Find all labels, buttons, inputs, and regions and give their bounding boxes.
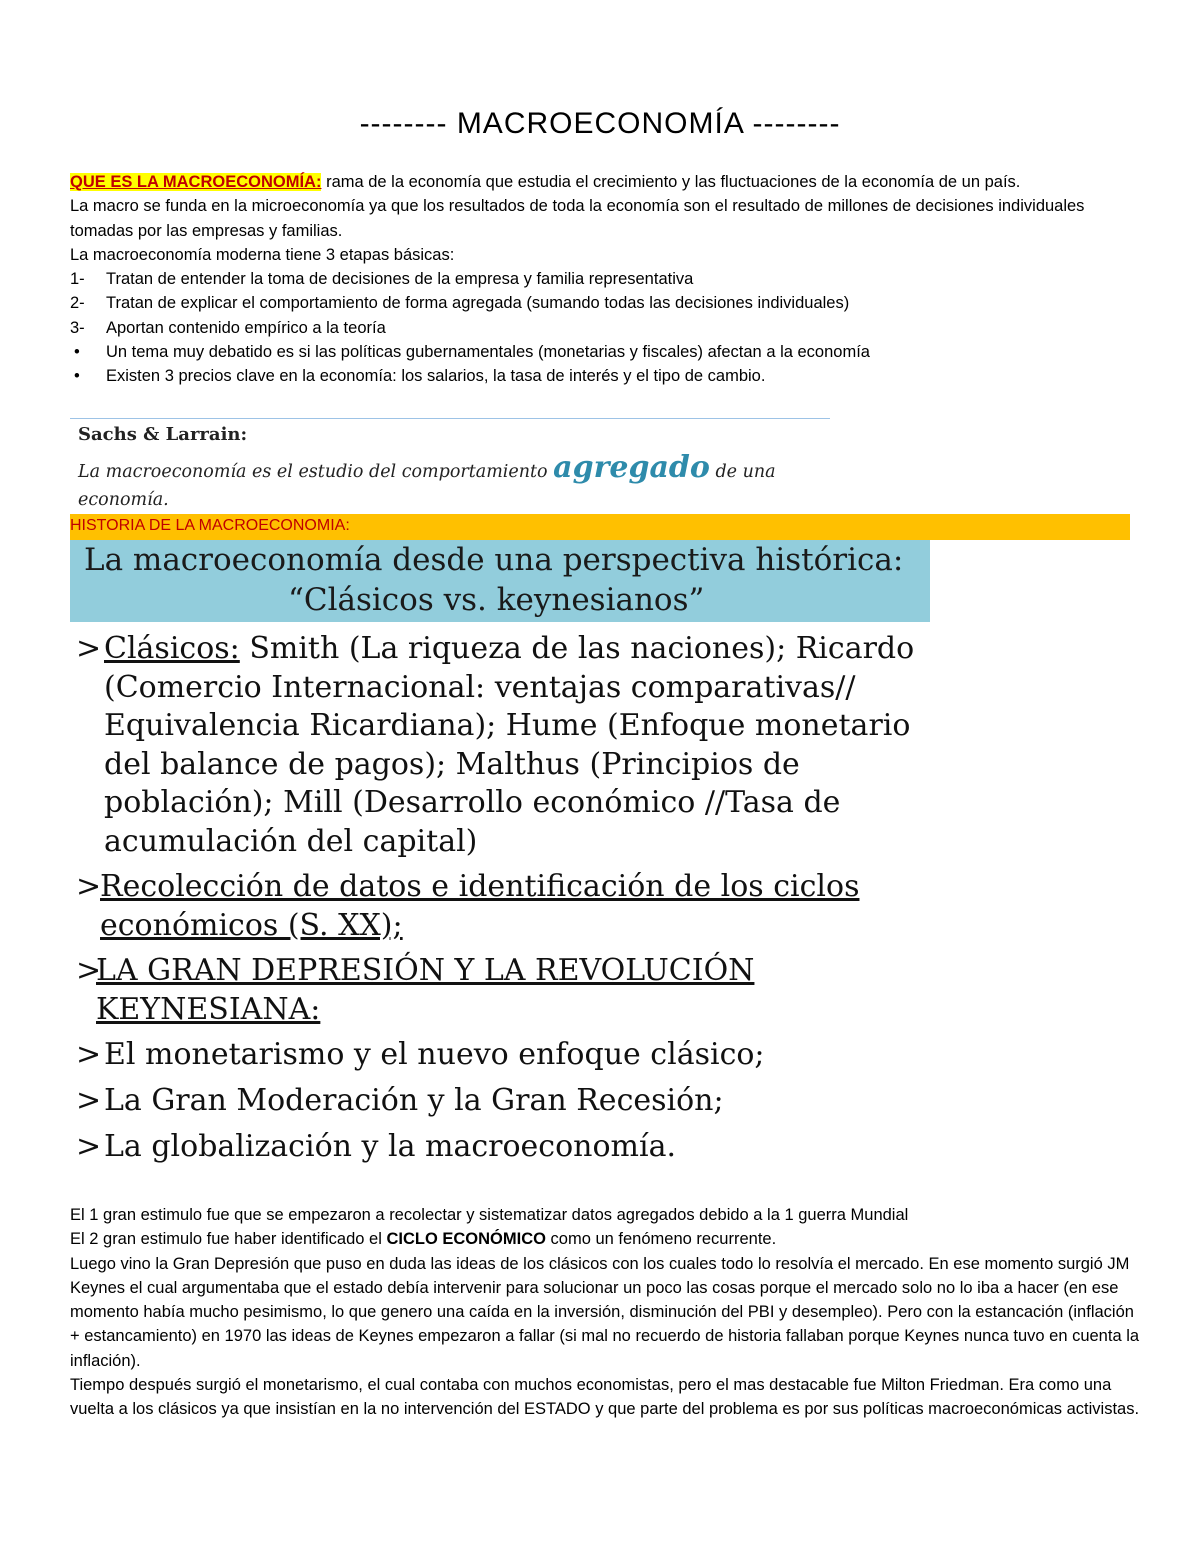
history-item-text: LA GRAN DEPRESIÓN Y LA REVOLUCIÓN KEYNESIANA:	[96, 953, 755, 1027]
arrow-icon: >	[76, 631, 102, 666]
history-banner	[70, 540, 930, 622]
bullet-item	[70, 364, 1140, 388]
arrow-icon: >	[76, 1129, 102, 1164]
question-label: QUE ES LA MACROECONOMÍA:	[70, 173, 322, 191]
quote-text: La macroeconomía es el estudio del comportamiento	[78, 462, 554, 482]
micro-basis-text: La macro se funda en la microeconomía ya que los resultados de toda la economía son el resultado de millones de decisiones individuales tomadas por las empresas y familias.	[70, 197, 1085, 240]
history-item-text: La globalización y la macroeconomía.	[104, 1129, 676, 1164]
stage-text: Aportan contenido empírico a la teoría	[106, 318, 386, 337]
page-title: -------- MACROECONOMÍA --------	[359, 107, 841, 140]
outro-paragraph	[70, 1227, 1140, 1251]
history-label: HISTORIA DE LA MACROECONOMIA:	[70, 517, 350, 534]
quote-text-end: de una economía.	[78, 462, 776, 510]
stage-text: Tratan de explicar el comportamiento de forma agregada (sumando todas las decisiones individuales)	[106, 294, 850, 313]
arrow-icon: >	[76, 869, 102, 904]
stage-marker: 1-	[70, 270, 85, 289]
stage-marker: 3-	[70, 318, 85, 337]
outro-paragraph: El 1 gran estimulo fue que se empezaron a recolectar y sistematizar datos agregados debido a la 1 guerra Mundial	[70, 1206, 909, 1224]
stage-item	[70, 316, 1140, 340]
outro-paragraph: Luego vino la Gran Depresión que puso en duda las ideas de los clásicos con los cuales todo lo resolvía el mercado. En ese momento surgió JM Keynes el cual argumentaba que el estado debía intervenir para solucionar un poco las cosas porque el mercado solo no lo iba a hacer (en ese momento había mucho pesimismo, lo que genero una caída en la inversión, disminución del PBI y desempleo). Pero con la estancación (inflación + estancamiento) en 1970 las ideas de Keynes empezaron a fallar (si mal no recuerdo de historia fallaban porque Keynes nunca tuvo en cuenta la inflación).	[70, 1254, 1140, 1370]
arrow-icon: >	[76, 1083, 102, 1118]
stage-item	[70, 267, 1140, 291]
arrow-icon: >	[76, 1037, 102, 1072]
bullet-text: Un tema muy debatido es si las políticas gubernamentales (monetarias y fiscales) afectan a la economía	[106, 343, 870, 362]
quote-emphasis: agregado	[553, 450, 710, 485]
stage-text: Tratan de entender la toma de decisiones de la empresa y familia representativa	[106, 270, 694, 289]
section-divider	[70, 418, 830, 419]
sachs-title: Sachs & Larrain:	[78, 424, 248, 445]
intro-section	[70, 170, 1140, 389]
sachs-quote	[78, 450, 838, 514]
banner-title: La macroeconomía desde una perspectiva histórica:	[84, 542, 904, 578]
history-item-text: Recolección de datos e identificación de los ciclos económicos (S. XX);	[100, 869, 860, 943]
definition-paragraph	[70, 170, 1140, 194]
history-item-text	[104, 630, 964, 861]
stage-marker: 2-	[70, 294, 85, 313]
outro-section	[70, 1203, 1140, 1422]
bullet-text: Existen 3 precios clave en la economía: los salarios, la tasa de interés y el tipo de cambio.	[106, 367, 766, 386]
bullet-item	[70, 340, 1140, 364]
outro-paragraph: Tiempo después surgió el monetarismo, el cual contaba con muchos economistas, pero el mas destacable fue Milton Friedman. Era como una vuelta a los clásicos ya que insistían en la no intervención del ESTADO y que parte del problema es por sus políticas macroeconómicas activistas.	[70, 1376, 1140, 1419]
definition-text: rama de la economía que estudia el crecimiento y las fluctuaciones de la economía de un país.	[321, 173, 1021, 191]
outro-text: como un fenómeno recurrente.	[545, 1230, 777, 1249]
history-item-body: Smith (La riqueza de las naciones); Ricardo (Comercio Internacional: ventajas comparativas// Equivalencia Ricardiana); Hume (Enfoque monetario del balance de pagos); Malthus (Principios de población); Mill (Desarrollo económico //Tasa de acumulación del capital)	[104, 631, 915, 859]
outro-text: El 2 gran estimulo fue haber identificado el	[70, 1230, 387, 1249]
outro-bold: CICLO ECONÓMICO	[386, 1230, 546, 1249]
history-item-text: La Gran Moderación y la Gran Recesión;	[104, 1083, 724, 1118]
arrow-icon: >	[76, 953, 102, 988]
banner-subtitle: “Clásicos vs. keynesianos”	[288, 582, 705, 618]
bullet-icon: •	[74, 367, 80, 386]
history-item-head: Clásicos:	[104, 631, 240, 666]
bullet-icon: •	[74, 343, 80, 362]
history-item-text: El monetarismo y el nuevo enfoque clásico;	[104, 1037, 765, 1072]
stages-intro: La macroeconomía moderna tiene 3 etapas básicas:	[70, 245, 455, 264]
stage-item	[70, 291, 1140, 315]
